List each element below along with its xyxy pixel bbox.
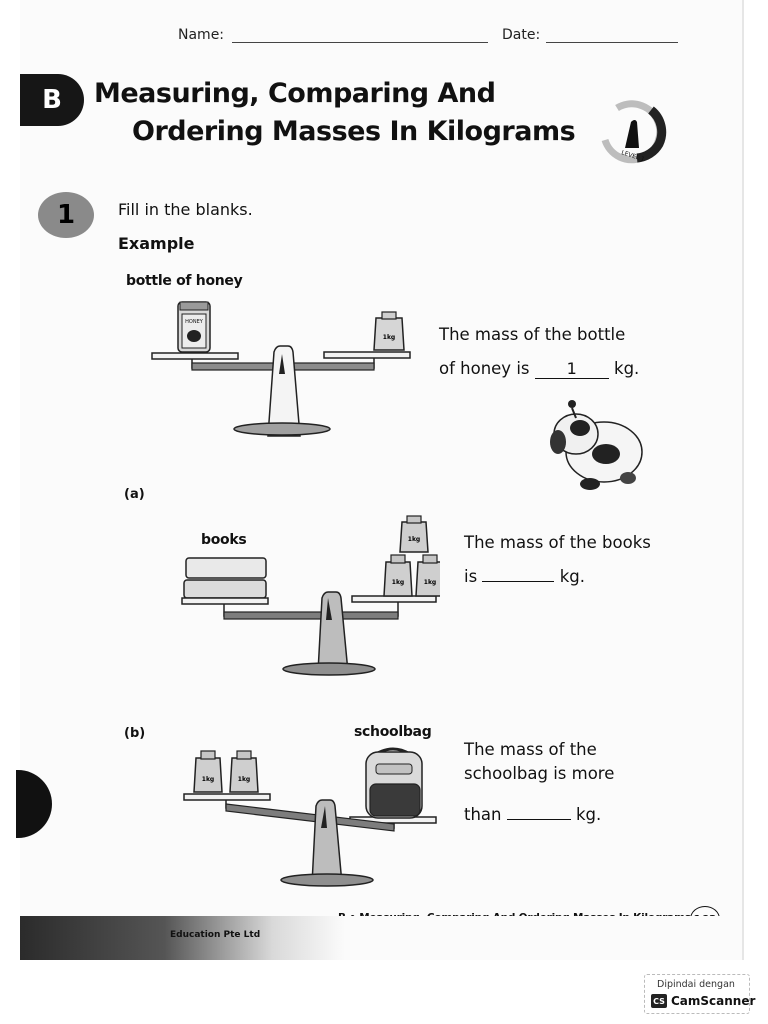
level-label: LEVEL 1: [620, 149, 646, 164]
part-a-line1: The mass of the books: [464, 533, 651, 552]
example-object-label: bottle of honey: [126, 273, 243, 289]
footer-publisher: Education Pte Ltd: [170, 930, 261, 940]
part-a-line2-prefix: is: [464, 567, 478, 586]
question-number-badge: 1: [38, 192, 94, 238]
footer-band: [20, 916, 742, 960]
camscanner-watermark: [644, 974, 756, 1014]
example-balance-scale: [148, 296, 418, 441]
mascot-illustration: [546, 394, 650, 496]
part-b-balance-scale: [180, 744, 440, 890]
part-a-weight-left: [384, 555, 412, 596]
section-title-line1: Measuring, Comparing And: [94, 78, 496, 109]
part-a-weight-top: [400, 516, 428, 552]
worksheet-page: [20, 0, 742, 960]
example-question: [439, 318, 639, 386]
part-b-weight-1: [194, 751, 222, 792]
camscanner-name: CamScanner: [671, 994, 756, 1008]
example-line2-prefix: of honey is: [439, 359, 530, 378]
part-a-weight-label-right: 1kg: [423, 579, 437, 586]
example-weight-label: 1kg: [382, 334, 396, 341]
part-a-object-label: books: [201, 532, 247, 548]
schoolbag-illustration: [366, 749, 422, 818]
part-a-weight-label-left: 1kg: [391, 579, 405, 586]
part-b-weight-label-1: 1kg: [201, 776, 215, 783]
part-b-question: [464, 738, 614, 827]
section-badge: B: [20, 74, 84, 126]
example-unit: kg.: [614, 359, 640, 378]
part-b-weight-2: [230, 751, 258, 792]
part-a-answer-blank: [482, 581, 554, 582]
level-icon: [597, 100, 673, 164]
camscanner-logo-icon: CS: [651, 994, 667, 1008]
date-label: Date:: [502, 27, 541, 43]
part-a-weight-right: [416, 555, 440, 596]
honey-jar-label: HONEY: [185, 319, 203, 325]
example-line1: The mass of the bottle: [439, 325, 626, 344]
part-b-object-label: schoolbag: [354, 724, 432, 740]
part-b-weight-label-2: 1kg: [237, 776, 251, 783]
part-a-balance-scale: [178, 512, 440, 684]
name-label: Name:: [178, 27, 225, 43]
part-b-line1: The mass of the: [464, 740, 597, 759]
part-a-weight-label-top: 1kg: [407, 536, 421, 543]
name-line: [232, 42, 488, 43]
part-a-question: [464, 526, 651, 594]
part-b-answer-blank: [507, 819, 571, 820]
example-answer-blank: 1: [535, 360, 609, 379]
section-title-line2: Ordering Masses In Kilograms: [132, 116, 576, 147]
instruction-text: Fill in the blanks.: [118, 200, 253, 219]
part-b-label: (b): [124, 726, 146, 741]
example-heading: Example: [118, 234, 195, 253]
part-b-line3-prefix: than: [464, 805, 502, 824]
camscanner-caption: Dipindai dengan: [657, 979, 735, 990]
part-a-label: (a): [124, 487, 145, 502]
part-a-unit: kg.: [559, 567, 585, 586]
part-b-unit: kg.: [576, 805, 602, 824]
part-b-line2: schoolbag is more: [464, 764, 615, 783]
date-line: [546, 42, 678, 43]
